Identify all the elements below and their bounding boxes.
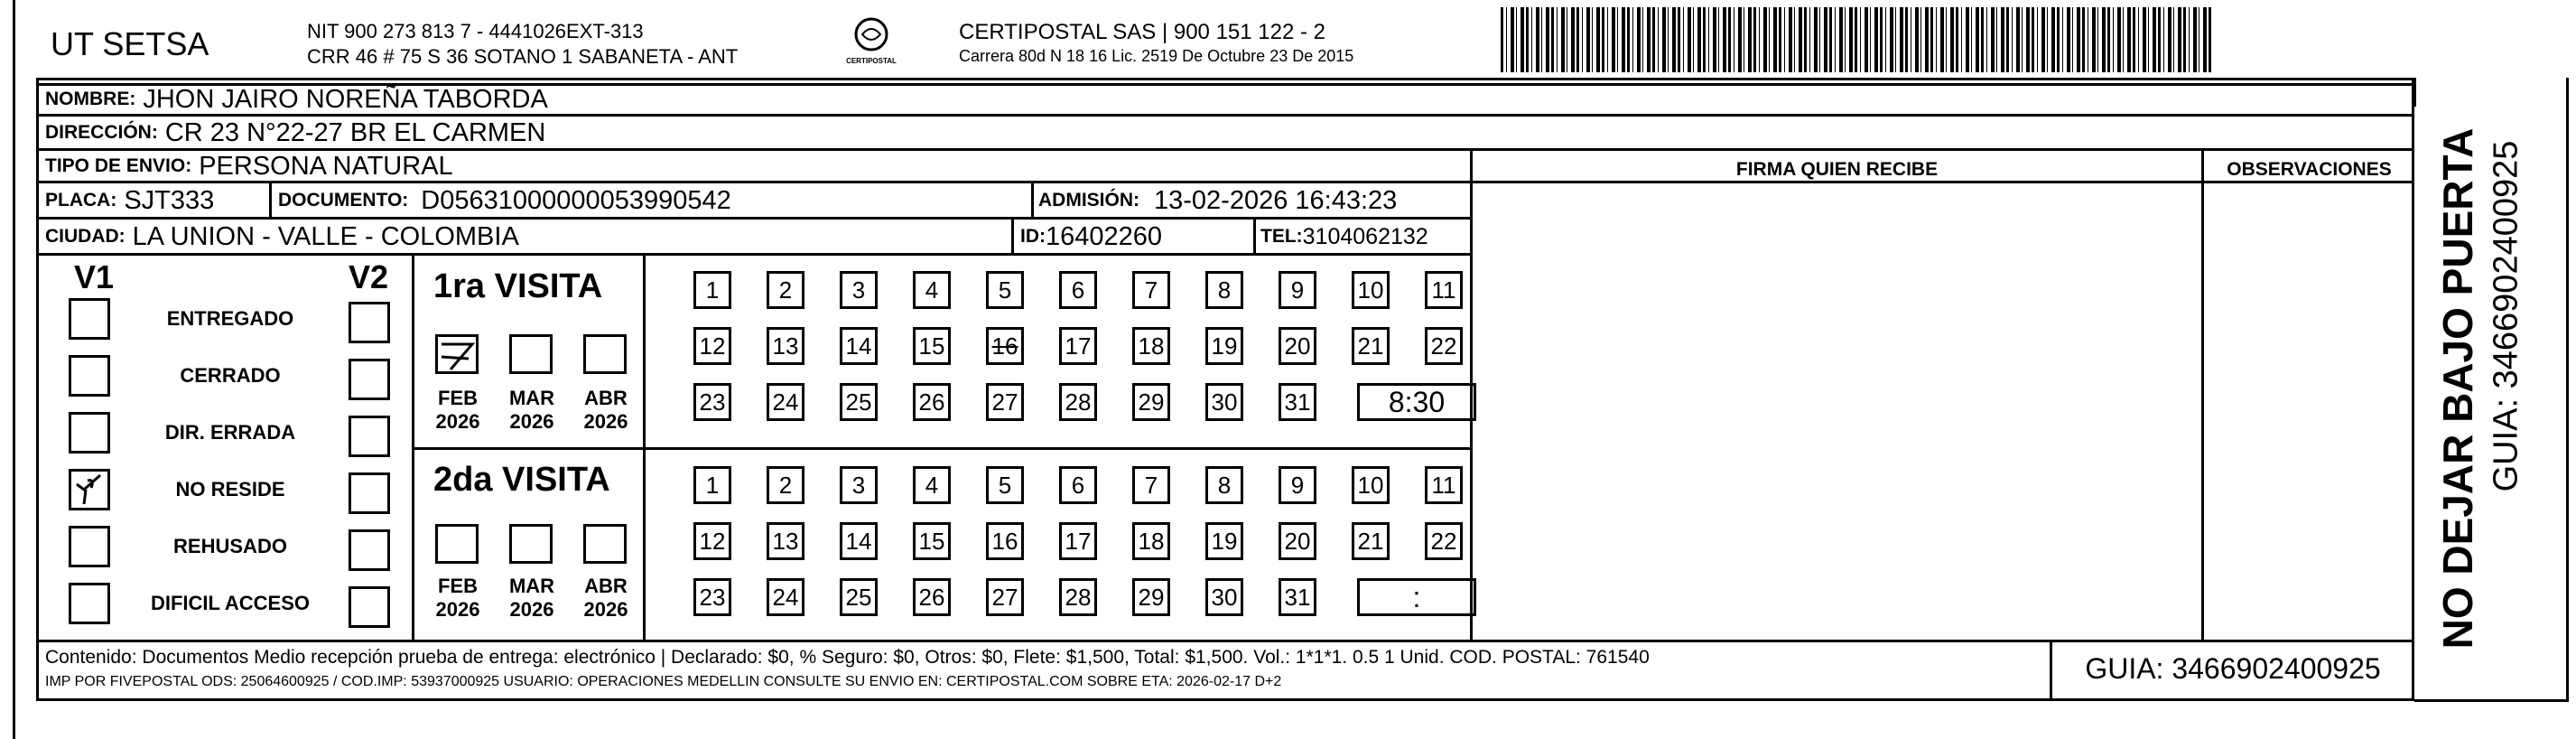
day-box[interactable]: 7: [1132, 271, 1170, 309]
crop-mark-left: [13, 0, 15, 739]
time-box[interactable]: :: [1357, 578, 1476, 616]
placa-label: PLACA:: [45, 190, 117, 210]
certipostal-logo: [840, 16, 903, 72]
day-box[interactable]: 18: [1132, 327, 1170, 365]
month-name: FEB: [438, 387, 478, 409]
month-name: ABR: [584, 575, 628, 597]
ciudad-value: LA UNION - VALLE - COLOMBIA: [132, 221, 519, 251]
logo-icon: [853, 16, 889, 52]
side-right-border: [2566, 78, 2569, 701]
day-box[interactable]: 28: [1059, 578, 1097, 616]
day-box[interactable]: 14: [840, 327, 878, 365]
month-name: ABR: [584, 387, 628, 409]
nombre-value: JHON JAIRO NOREÑA TABORDA: [143, 84, 548, 114]
side-warning-text: NO DEJAR BAJO PUERTA: [2434, 127, 2481, 650]
id-value: 16402260: [1046, 221, 1163, 251]
obs-divider: [2201, 148, 2204, 641]
day-box[interactable]: 1: [693, 466, 731, 504]
month-checkbox[interactable]: [509, 334, 553, 374]
day-box[interactable]: 24: [767, 578, 804, 616]
doc-divider: [1031, 181, 1034, 219]
tipo-row: [45, 150, 453, 182]
right-border: [2413, 78, 2416, 107]
admision-value: 13-02-2026 16:43:23: [1154, 185, 1398, 215]
placa-cell: [45, 183, 214, 218]
status-label: NO RESIDE: [175, 478, 285, 500]
status-label: DIFICIL ACCESO: [150, 592, 310, 614]
day-box[interactable]: 3: [840, 466, 878, 504]
day-box[interactable]: 20: [1279, 327, 1316, 365]
day-box[interactable]: 4: [913, 271, 951, 309]
month-year: 2026: [509, 410, 554, 433]
id-cell: [1020, 220, 1162, 254]
license-line: Carrera 80d N 18 16 Lic. 2519 De Octubre 23 De 2015: [959, 47, 1354, 65]
day-box[interactable]: 14: [840, 522, 878, 560]
logo-text: CERTIPOSTAL: [846, 57, 897, 65]
nombre-label: NOMBRE:: [45, 89, 136, 109]
day-box[interactable]: 16: [986, 327, 1024, 365]
day-box[interactable]: 29: [1132, 383, 1170, 421]
day-box[interactable]: 31: [1279, 578, 1316, 616]
tel-label: TEL:: [1260, 226, 1303, 247]
month-label: [426, 575, 489, 622]
status-label: REHUSADO: [173, 535, 287, 557]
day-box[interactable]: 21: [1352, 522, 1390, 560]
status-label: CERRADO: [180, 364, 281, 387]
footer-line: [36, 640, 2414, 642]
day-box[interactable]: 22: [1425, 522, 1463, 560]
direccion-value: CR 23 N°22-27 BR EL CARMEN: [164, 117, 546, 147]
certipostal-line: CERTIPOSTAL SAS | 900 151 122 - 2: [959, 20, 1325, 44]
v1-checkbox[interactable]: [69, 583, 110, 624]
month-label: [500, 575, 563, 622]
month-year: 2026: [583, 410, 628, 433]
tipo-value: PERSONA NATURAL: [199, 151, 453, 181]
v2-checkbox[interactable]: [349, 359, 390, 400]
nombre-row: [45, 83, 548, 116]
day-box[interactable]: 11: [1425, 466, 1463, 504]
day-box[interactable]: 7: [1132, 466, 1170, 504]
id-divider: [1253, 217, 1256, 255]
day-box[interactable]: 13: [767, 522, 804, 560]
v2-checkbox[interactable]: [349, 302, 390, 343]
day-box[interactable]: 26: [913, 383, 951, 421]
side-bottom-border: [2414, 699, 2569, 702]
day-box[interactable]: 25: [840, 578, 878, 616]
company-name: UT SETSA: [51, 25, 209, 62]
day-box[interactable]: 31: [1279, 383, 1316, 421]
day-box[interactable]: 29: [1132, 578, 1170, 616]
day-box[interactable]: 2: [767, 466, 804, 504]
day-box[interactable]: 16: [986, 522, 1024, 560]
month-name: MAR: [508, 387, 555, 409]
day-box[interactable]: 25: [840, 383, 878, 421]
day-box[interactable]: 12: [693, 327, 731, 365]
v1-checkbox[interactable]: [69, 298, 110, 340]
ciudad-divider: [1011, 217, 1014, 255]
side-guia-text: GUIA: 3466902400925: [2487, 140, 2525, 492]
day-box[interactable]: 17: [1059, 327, 1097, 365]
day-box[interactable]: 10: [1352, 466, 1390, 504]
day-box[interactable]: 12: [693, 522, 731, 560]
visit-separator: [412, 447, 1472, 450]
direccion-label: DIRECCIÓN:: [45, 122, 158, 143]
month-year: 2026: [435, 410, 480, 433]
month-year: 2026: [509, 598, 554, 621]
day-box[interactable]: 9: [1279, 271, 1316, 309]
admision-label: ADMISIÓN:: [1038, 190, 1139, 210]
month-name: MAR: [508, 575, 555, 597]
day-box[interactable]: 2: [767, 271, 804, 309]
firma-header: FIRMA QUIEN RECIBE: [1735, 159, 1939, 180]
v1-checkbox[interactable]: [69, 355, 110, 397]
month-label: [574, 387, 637, 434]
second-visit-title: 2da VISITA: [433, 461, 610, 499]
day-box[interactable]: 11: [1425, 271, 1463, 309]
month-checkbox[interactable]: [509, 524, 553, 564]
day-box[interactable]: 30: [1205, 383, 1243, 421]
day-box[interactable]: 5: [986, 271, 1024, 309]
month-checkbox[interactable]: [583, 334, 627, 374]
check-mark-icon: [438, 337, 478, 373]
day-box[interactable]: 22: [1425, 327, 1463, 365]
v2-checkbox[interactable]: [349, 416, 390, 457]
day-box[interactable]: 3: [840, 271, 878, 309]
day-box[interactable]: 6: [1059, 466, 1097, 504]
day-box[interactable]: 27: [986, 578, 1024, 616]
v2-header: V2: [349, 258, 389, 295]
footer-guia: GUIA: 3466902400925: [2085, 652, 2381, 685]
day-box[interactable]: 4: [913, 466, 951, 504]
barcode: [1501, 7, 2212, 72]
month-checkbox[interactable]: [583, 524, 627, 564]
status-label: ENTREGADO: [166, 307, 294, 330]
footer-line-2: IMP POR FIVEPOSTAL ODS: 25064600925 / COD.IMP: 53937000925 USUARIO: OPERACIONES MEDELLIN CONSULTE SU ENVIO EN: CERTIPOSTAL.COM SOBRE ETA: 2026-02-17 D+2: [45, 674, 1282, 689]
day-box[interactable]: 30: [1205, 578, 1243, 616]
day-box[interactable]: 18: [1132, 522, 1170, 560]
direccion-row: [45, 116, 545, 150]
placa-divider: [269, 181, 272, 219]
documento-cell: [278, 183, 731, 218]
day-box[interactable]: 8: [1205, 466, 1243, 504]
day-box[interactable]: 19: [1205, 327, 1243, 365]
status-label: DIR. ERRADA: [164, 421, 296, 444]
month-checkbox[interactable]: [435, 334, 479, 374]
day-box[interactable]: 15: [913, 327, 951, 365]
tipo-label: TIPO DE ENVIO:: [45, 155, 192, 176]
month-year: 2026: [583, 598, 628, 621]
month-label: [500, 387, 563, 434]
time-box[interactable]: 8:30: [1357, 383, 1476, 421]
day-box[interactable]: 26: [913, 578, 951, 616]
address-line: CRR 46 # 75 S 36 SOTANO 1 SABANETA - ANT: [307, 45, 739, 68]
nit-line: NIT 900 273 813 7 - 4441026EXT-313: [307, 20, 644, 42]
first-visit-title: 1ra VISITA: [433, 267, 603, 305]
v2-checkbox[interactable]: [349, 472, 390, 514]
day-box[interactable]: 8: [1205, 271, 1243, 309]
v2-checkbox[interactable]: [349, 529, 390, 571]
v1-header: V1: [74, 258, 115, 295]
month-year: 2026: [435, 598, 480, 621]
day-box[interactable]: 23: [693, 383, 731, 421]
documento-value: D05631000000053990542: [421, 185, 731, 215]
day-box[interactable]: 27: [986, 383, 1024, 421]
documento-label: DOCUMENTO:: [278, 190, 409, 210]
v1-checkbox[interactable]: [69, 469, 110, 510]
tel-value: 3104062132: [1302, 223, 1428, 249]
observaciones-header: OBSERVACIONES: [2227, 159, 2392, 180]
footer-line-1: Contenido: Documentos Medio recepción prueba de entrega: electrónico | Declarado: $0, % Seguro: $0, Otros: $0, Flete: $1,500, Total: $1,500. Vol.: 1*1*1. 0.5 1 Unid. COD. POSTAL: 761540: [45, 647, 1650, 668]
v1-checkbox[interactable]: [69, 412, 110, 454]
day-box[interactable]: 15: [913, 522, 951, 560]
day-box[interactable]: 20: [1279, 522, 1316, 560]
month-checkbox[interactable]: [435, 524, 479, 564]
day-box[interactable]: 28: [1059, 383, 1097, 421]
month-label: [574, 575, 637, 622]
ciudad-cell: [45, 220, 519, 254]
admision-cell: [1038, 183, 1397, 218]
day-box[interactable]: 23: [693, 578, 731, 616]
day-box[interactable]: 10: [1352, 271, 1390, 309]
tel-cell: [1260, 220, 1428, 254]
v1-checkbox[interactable]: [69, 526, 110, 567]
day-box[interactable]: 24: [767, 383, 804, 421]
check-mark-icon: [71, 472, 107, 508]
day-box[interactable]: 6: [1059, 271, 1097, 309]
ciudad-label: CIUDAD:: [45, 226, 126, 247]
day-box[interactable]: 17: [1059, 522, 1097, 560]
id-label: ID:: [1020, 226, 1046, 247]
day-box[interactable]: 5: [986, 466, 1024, 504]
day-box[interactable]: 9: [1279, 466, 1316, 504]
day-box[interactable]: 21: [1352, 327, 1390, 365]
day-box[interactable]: 13: [767, 327, 804, 365]
month-name: FEB: [438, 575, 478, 597]
day-box[interactable]: 19: [1205, 522, 1243, 560]
v2-checkbox[interactable]: [349, 586, 390, 628]
month-label: [426, 387, 489, 434]
placa-value: SJT333: [124, 185, 215, 215]
day-box[interactable]: 1: [693, 271, 731, 309]
